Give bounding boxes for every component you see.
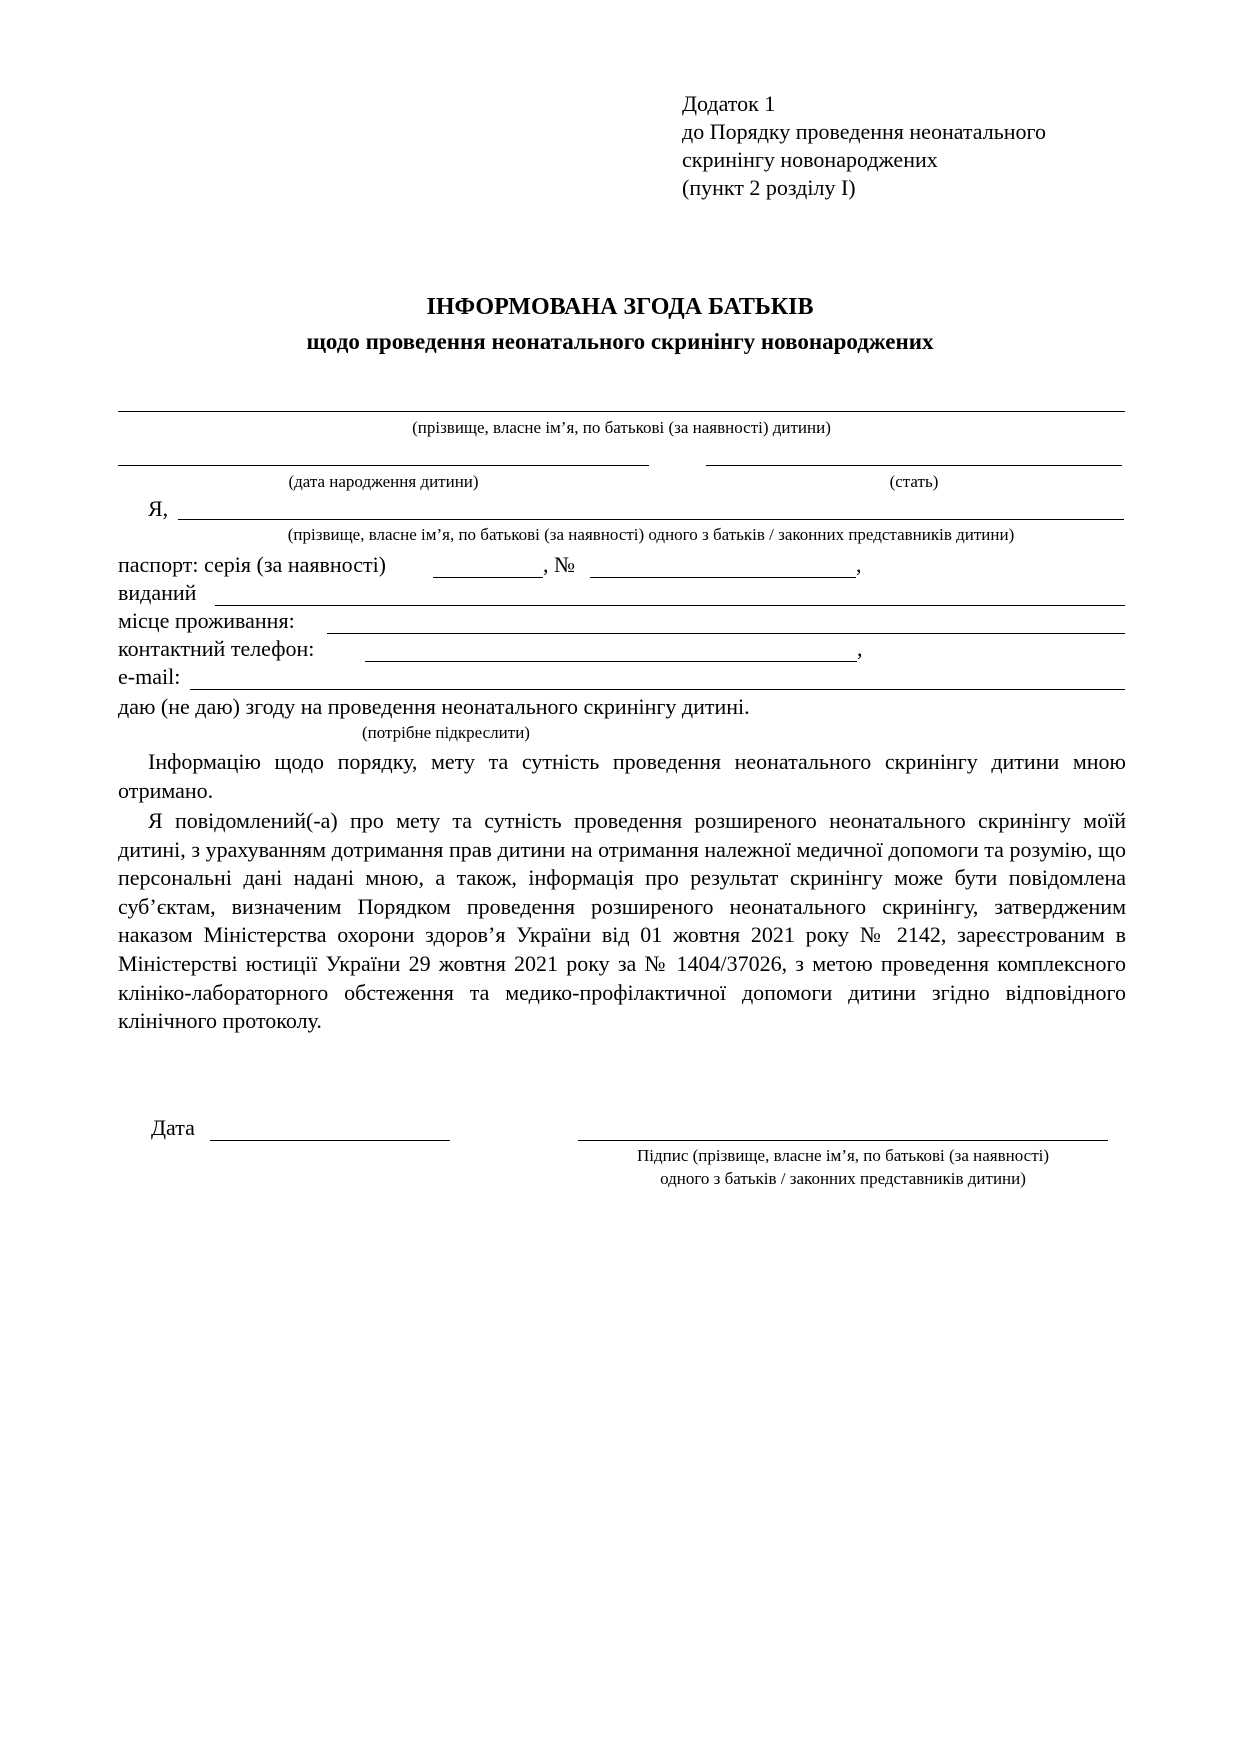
passport-label: паспорт: серія (за наявності) <box>118 552 387 577</box>
passport-number-sign: , № <box>543 552 575 577</box>
issued-field[interactable] <box>215 605 1125 606</box>
residence-label: місце проживання: <box>118 608 295 633</box>
email-label: e-mail: <box>118 664 181 689</box>
i-label: Я, <box>148 496 169 521</box>
consent-statement: даю (не даю) згоду на проведення неонатального скринінгу дитині. <box>118 694 750 719</box>
residence-field[interactable] <box>327 633 1125 634</box>
child-name-caption: (прізвище, власне ім’я, по батькові (за наявності) дитини) <box>412 418 831 437</box>
issued-label: виданий <box>118 580 197 605</box>
sex-caption: (стать) <box>889 472 939 491</box>
sex-field[interactable] <box>706 465 1122 466</box>
phone-field[interactable] <box>365 661 857 662</box>
parent-name-field[interactable] <box>178 519 1124 520</box>
birth-date-field[interactable] <box>118 465 649 466</box>
date-label: Дата <box>151 1115 195 1140</box>
consent-caption: (потрібне підкреслити) <box>362 723 530 742</box>
email-field[interactable] <box>190 689 1125 690</box>
document-title: ІНФОРМОВАНА ЗГОДА БАТЬКІВ <box>426 294 814 320</box>
annex-line-1: Додаток 1 <box>682 91 776 116</box>
document-subtitle: щодо проведення неонатального скринінгу новонароджених <box>306 329 934 354</box>
phone-label: контактний телефон: <box>118 636 315 661</box>
signature-caption-line-1: Підпис (прізвище, власне ім’я, по батькові (за наявності) <box>636 1146 1050 1165</box>
annex-header <box>682 90 1046 202</box>
annex-line-3: скринінгу новонароджених <box>682 147 938 172</box>
annex-line-4: (пункт 2 розділу І) <box>682 175 856 200</box>
date-field[interactable] <box>210 1140 450 1141</box>
birth-date-caption: (дата народження дитини) <box>288 472 479 491</box>
signature-field[interactable] <box>578 1140 1108 1141</box>
passport-series-field[interactable] <box>433 577 543 578</box>
passport-number-field[interactable] <box>590 577 856 578</box>
child-name-field[interactable] <box>118 411 1125 412</box>
passport-comma: , <box>856 552 862 577</box>
parent-name-caption: (прізвище, власне ім’я, по батькові (за наявності) одного з батьків / законних представників дитини) <box>287 525 1015 544</box>
acknowledgement-paragraph: Я повідомлений(-а) про мету та сутність проведення розширеного неонатального скринінгу моїй дитині, з урахуванням дотримання прав дитини на отримання належної медичної допомоги та розумію, що персональні дані надані мною, а також, інформація про результат скринінгу може бути повідомлена суб’єктам, визначеним Порядком проведення розширеного неонатального скринінгу, затвердженим наказом Міністерства охорони здоров’я України від 01 жовтня 2021 року № 2142, зареєстрованим в Міністерстві юстиції України 29 жовтня 2021 року за № 1404/37026, з метою проведення комплексного клініко-лабораторного обстеження та медико-профілактичної допомоги дитини згідно відповідного клінічного протоколу. <box>118 808 1126 1034</box>
signature-caption-line-2: одного з батьків / законних представників дитини) <box>660 1169 1026 1188</box>
info-paragraph: Інформацію щодо порядку, мету та сутність проведення неонатального скринінгу дитини мною отримано. <box>118 749 1126 803</box>
annex-line-2: до Порядку проведення неонатального <box>682 119 1047 144</box>
phone-comma: , <box>857 636 863 661</box>
